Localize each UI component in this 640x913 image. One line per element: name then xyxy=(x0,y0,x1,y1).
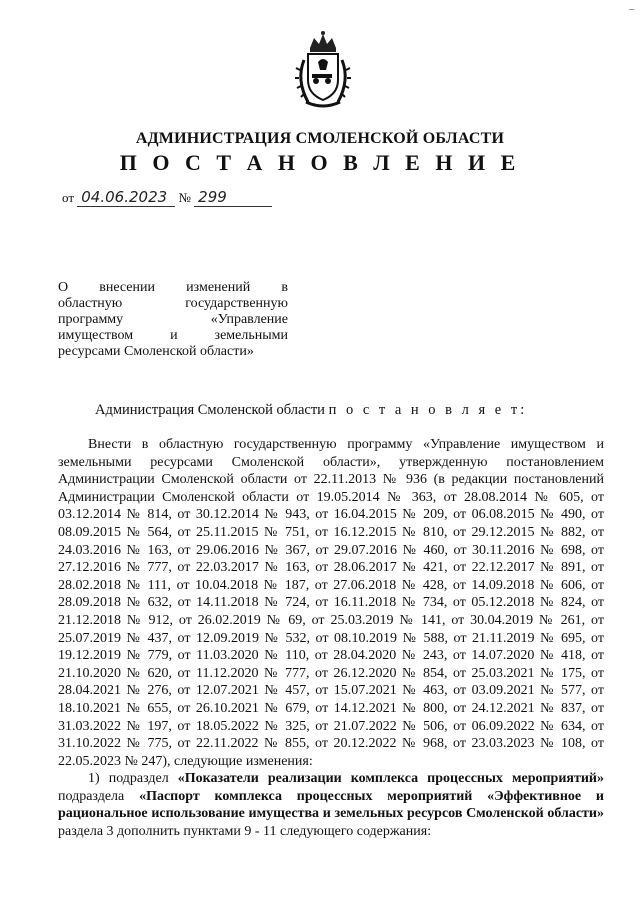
body-paragraph: Внести в областную государственную программу «Управление имуществом и земельными ресурсами Смоленской области», утвержденную постановлением Администрации Смоленской области от 22.11.2013 № 936 (в редакции постановлений Администрации Смоленской области от 19.05.2014 № 363, от 28.08.2014 № 605, от 03.12.2014 № 814, от 30.12.2014 № 943, от 16.04.2015 № 209, от 06.08.2015 № 490, от 08.09.2015 № 564, от 25.11.2015 № 751, от 16.12.2015 № 810, от 29.12.2015 № 882, от 24.03.2016 № 163, от 29.06.2016 № 367, от 29.07.2016 № 460, от 30.11.2016 № 698, от 27.12.2016 № 777, от 22.03.2017 № 163, от 28.06.2017 № 421, от 22.12.2017 № 891, от 28.02.2018 № 111, от 10.04.2018 № 187, от 27.06.2018 № 428, от 14.09.2018 № 606, от 28.09.2018 № 632, от 14.11.2018 № 724, от 16.11.2018 № 734, от 05.12.2018 № 824, от 21.12.2018 № 912, от 26.02.2019 № 69, от 25.03.2019 № 141, от 30.04.2019 № 261, от 25.07.2019 № 437, от 12.09.2019 № 532, от 08.10.2019 № 588, от 21.11.2019 № 695, от 19.12.2019 № 779, от 11.03.2020 № 110, от 28.04.2020 № 243, от 14.07.2020 № 418, от 21.10.2020 № 620, от 11.12.2020 № 777, от 26.12.2020 № 854, от 25.03.2021 № 175, от 28.04.2021 № 276, от 12.07.2021 № 457, от 15.07.2021 № 463, от 03.09.2021 № 577, от 18.10.2021 № 655, от 26.10.2021 № 679, от 14.12.2021 № 800, от 24.12.2021 № 837, от 31.03.2022 № 197, от 18.05.2022 № 325, от 21.07.2022 № 506, от 06.09.2022 № 634, от 31.10.2022 № 775, от 22.11.2022 № 855, от 20.12.2022 № 968, от 23.03.2023 № 108, от 22.05.2023 № 247), следующие изменения: xyxy=(58,437,604,769)
item-text: 1) подраздел xyxy=(88,771,178,787)
organization-title: АДМИНИСТРАЦИЯ СМОЛЕНСКОЙ ОБЛАСТИ xyxy=(135,130,505,147)
corner-mark: – xyxy=(629,4,634,15)
date-value: 04.06.2023 xyxy=(77,188,175,207)
preamble-text: Администрация Смоленской области xyxy=(95,402,325,418)
item-text: подраздела xyxy=(58,788,140,804)
amendment-item xyxy=(58,770,604,840)
subject-block xyxy=(58,280,288,360)
document-type-title: П О С Т А Н О В Л Е Н И Е xyxy=(119,150,521,175)
date-prefix: от xyxy=(62,190,75,205)
subject-line: О внесении изменений в xyxy=(58,280,288,295)
subject-line: ресурсами Смоленской области» xyxy=(58,344,254,359)
coat-of-arms-icon xyxy=(290,30,356,110)
number-prefix: № xyxy=(178,190,191,205)
subject-line: имуществом и земельными xyxy=(58,328,288,343)
subject-line: программу «Управление xyxy=(58,312,288,327)
preamble xyxy=(95,402,527,419)
item-bold-text: «Паспорт комплекса процессных мероприятий «Эффективное и рациональное использование имущества и земельных ресурсов Смоленской области» xyxy=(58,788,604,822)
item-bold-text: «Показатели реализации комплекса процессных мероприятий» xyxy=(177,771,604,787)
document-body xyxy=(58,436,604,841)
preamble-resolves: п о с т а н о в л я е т: xyxy=(328,402,528,418)
item-text: раздела 3 дополнить пунктами 9 - 11 следующего содержания: xyxy=(58,824,432,840)
number-value: 299 xyxy=(194,188,272,207)
date-number-line xyxy=(62,188,272,207)
subject-line: областную государственную xyxy=(58,296,288,311)
